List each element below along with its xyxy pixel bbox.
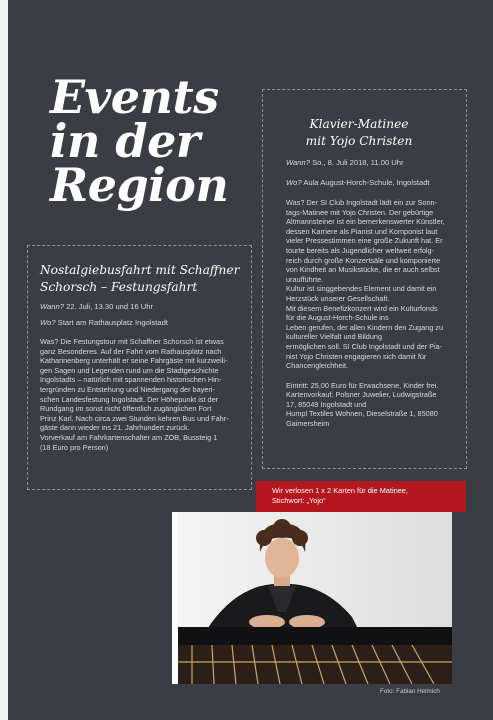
where-label: Wo?	[40, 318, 56, 327]
text-line: Chancengleichheit.	[286, 361, 349, 371]
text-line: uraufführte.	[286, 274, 324, 284]
section-title	[50, 70, 229, 212]
page-edge	[0, 0, 8, 720]
text-line: Humpl Textiles Wohnen, Dieselstraße 1, 85080	[286, 409, 438, 419]
when-label: Wann?	[286, 158, 310, 167]
event-when	[286, 158, 464, 168]
where-label: Wo?	[286, 178, 302, 187]
event-title	[40, 262, 245, 296]
when-label: Wann?	[40, 302, 64, 311]
text-line: Altmannsteiner ist ein bemerkenswerter Künstler,	[286, 217, 445, 227]
text-line: Katharinenberg unterhält er seine Fahrgäste mit kurzweili-	[40, 356, 228, 366]
pianist-photo	[172, 512, 452, 684]
event-where	[40, 318, 245, 328]
text-line: schen Landesfestung Ingolstadt. Der Höhepunkt ist der	[40, 394, 219, 404]
text-line: ermöglichen soll. SI Club Ingolstadt und der Pia-	[286, 341, 443, 351]
title-line-3: Region	[50, 158, 229, 212]
text-line: Kultur ist singgebendes Element und damit ein	[286, 284, 437, 294]
text-line: ganz Besonderes. Auf der Fahrt vom Rathausplatz nach	[40, 346, 222, 356]
text-line: Herzstück unserer Gesellschaft.	[286, 293, 390, 303]
text-line: kultureller Vielfalt und Bildung	[286, 332, 382, 342]
text-line: Vorverkauf am Fahrkartenschalter am ZOB, Bussteig 1	[40, 432, 218, 442]
text-line: Prinz Karl. Nach circa zwei Stunden kehren Bus und Fahr-	[40, 413, 229, 423]
event-description	[40, 337, 245, 452]
text-line: reich durch große Konzertsäle und komponierte	[286, 255, 441, 265]
text-line: Kartenvorkauf: Polsner Juwelier, Ludwigstraße	[286, 390, 437, 400]
text-line: Leben gerufen, der allen Kindern den Zugang zu	[286, 322, 444, 332]
text-line: Mit diesem Benefizkonzert wird ein Kulturfonds	[286, 303, 438, 313]
text-line: Ingolstadts – natürlich mit spannenden historischen Hin-	[40, 375, 222, 385]
text-line: Rundgang im sonst nicht öffentlich zugänglichen Fort	[40, 404, 212, 414]
ticket-line-2: Stichwort: „Yojo“	[272, 496, 326, 505]
text-line: tourte bereits als Jugendlicher weltweit erfolg-	[286, 245, 435, 255]
text-line: Gaimersheim	[286, 419, 330, 429]
event-title-line-2: mit Yojo Christen	[305, 134, 413, 148]
event-description	[286, 198, 464, 371]
title-line-1: Events	[50, 70, 219, 124]
event-title-line-1: Klavier-Matinee	[309, 117, 409, 131]
text-line: 17, 85049 Ingolstadt und	[286, 399, 367, 409]
pianist-illustration	[172, 512, 452, 684]
event-title	[284, 116, 434, 150]
text-line: Was? Die Festungstour mit Schaffner Schorsch ist etwas	[40, 337, 224, 346]
text-line: tergründen zu Entstehung und Niedergang der bayeri-	[40, 384, 215, 394]
text-line: nist Yojo Christen engagieren sich damit für	[286, 351, 427, 361]
text-line: Was? Der SI Club Ingolstadt lädt ein zur Sonn-	[286, 198, 438, 207]
event-matinee	[286, 116, 464, 429]
event-where	[286, 178, 464, 188]
text-line: (18 Euro pro Person)	[40, 442, 109, 452]
text-line: tags-Matinee mit Yojo Christen. Der gebürtige	[286, 207, 434, 217]
text-line: gäste dann wieder ins 21. Jahrhundert zurück.	[40, 423, 190, 433]
event-bus-tour	[40, 262, 245, 452]
event-when	[40, 302, 245, 312]
text-line: für die August-Horch-Schule ins	[286, 313, 389, 323]
text-line: gen Sagen und Legenden rund um die Stadtgeschichte	[40, 365, 219, 375]
text-line: dessen Karriere als Pianist und Komponist laut	[286, 226, 438, 236]
ticket-giveaway-banner	[256, 481, 466, 512]
when-value: So., 8. Juli 2018, 11.00 Uhr	[312, 158, 404, 167]
ticket-line-1: Wir verlosen 1 x 2 Karten für die Matinee,	[272, 486, 408, 495]
title-line-2: in der	[50, 114, 200, 168]
text-line: Eintritt: 25,00 Euro für Erwachsene, Kinder frei.	[286, 380, 439, 390]
event-title-line-2: Schorsch – Festungsfahrt	[40, 280, 198, 294]
text-line: von Kindheit an Musikstücke, die er auch selbst	[286, 265, 440, 275]
where-value: Aula August-Horch-Schule, Ingolstadt	[303, 178, 430, 187]
text-line: vieler Pressestimmen eine große Zukunft hat. Er	[286, 236, 443, 246]
event-price-info	[286, 381, 464, 429]
photo-credit: Foto: Fabian Helmich	[380, 688, 440, 695]
when-value: 22. Juli, 13.30 und 16 Uhr	[66, 302, 154, 311]
event-title-line-1: Nostalgiebusfahrt mit Schaffner	[40, 263, 240, 277]
where-value: Start am Rathausplatz Ingolstadt	[57, 318, 168, 327]
